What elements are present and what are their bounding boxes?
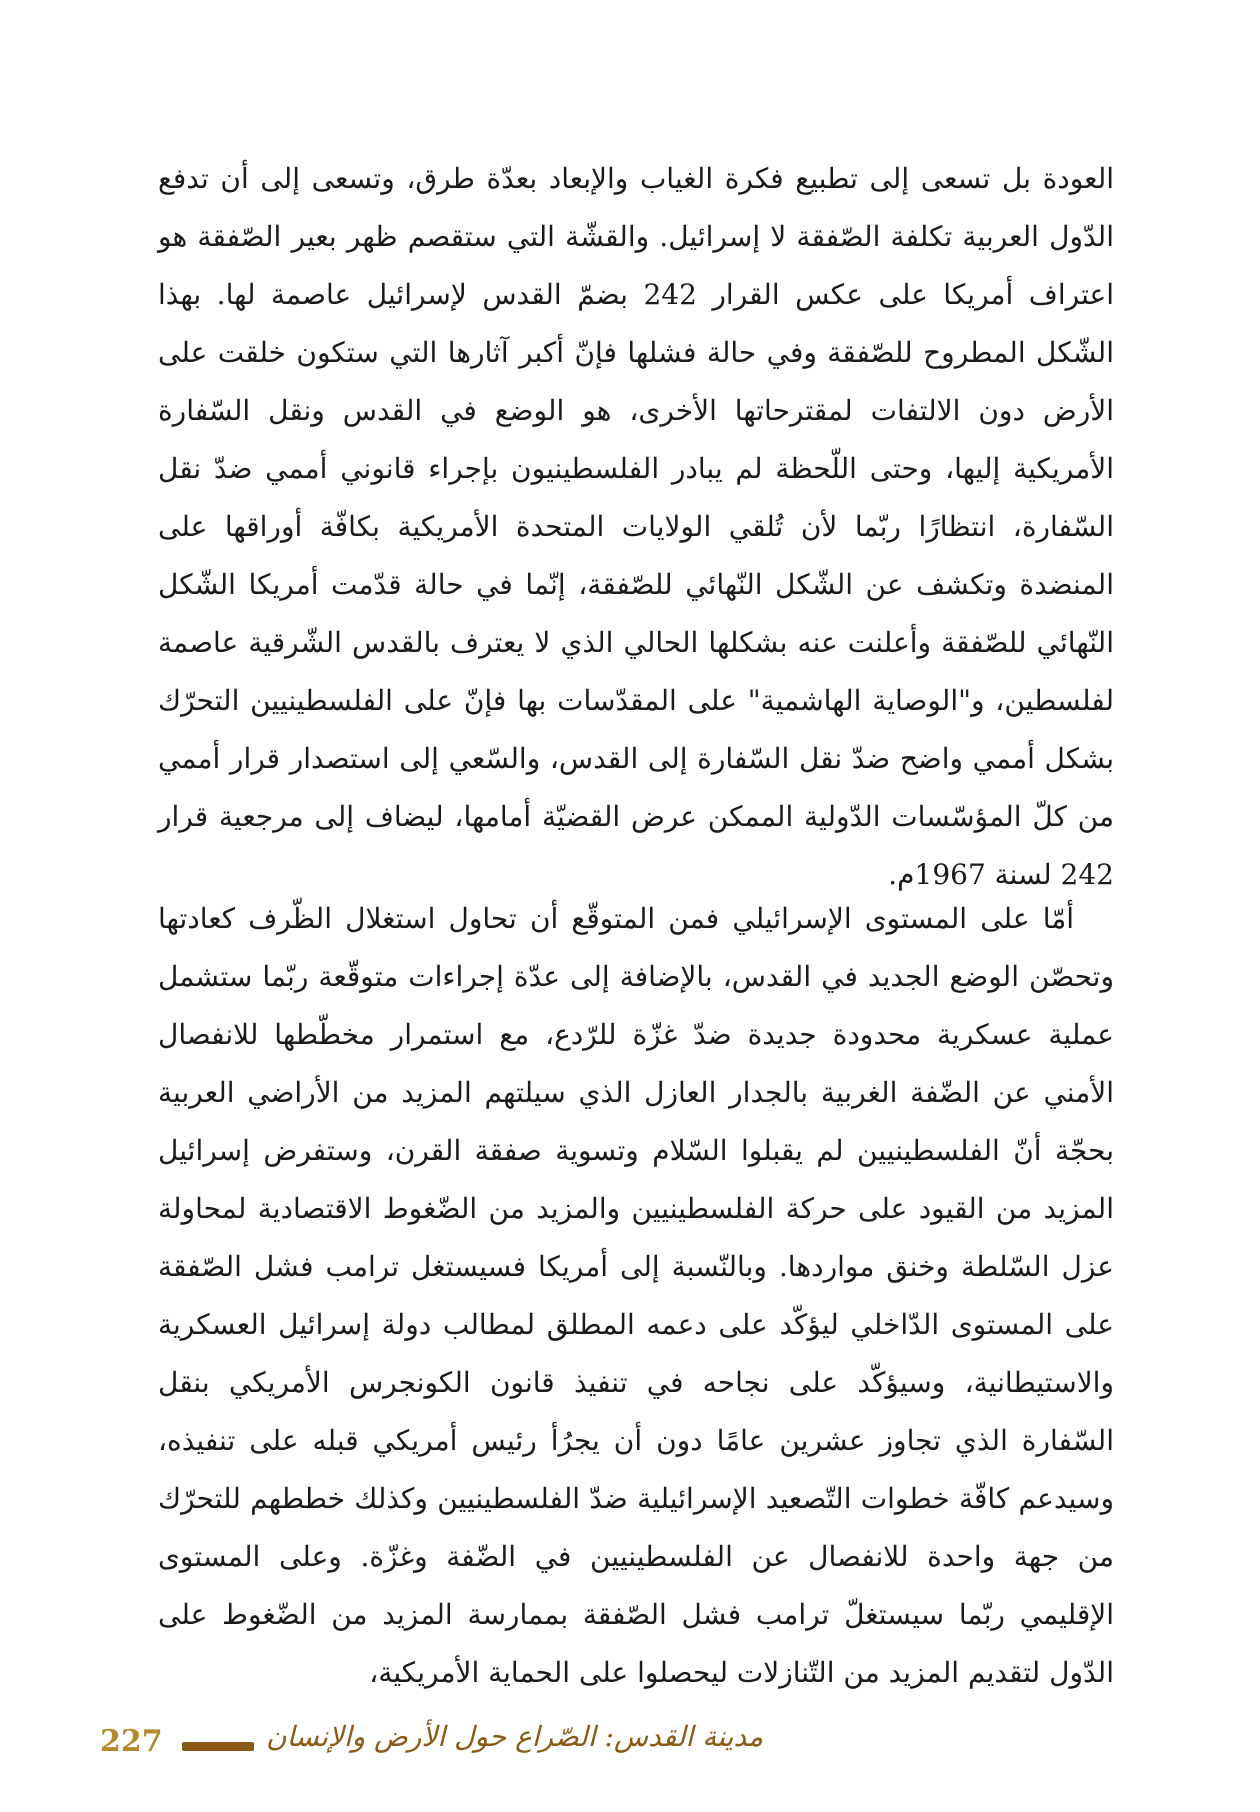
footer-divider-bar: [182, 1742, 254, 1751]
paragraph-2: أمّا على المستوى الإسرائيلي فمن المتوقّع أن تحاول استغلال الظّرف كعادتها وتحصّن الوضع الجديد في القدس، بالإضافة إلى عدّة إجراءات متوقّعة ربّما ستشمل عملية عسكرية محدودة جديدة ضدّ غزّة للرّدع، مع استمرار مخطّطها للانفصال الأمني عن الضّفة الغربية بالجدار العازل الذي سيلتهم المزيد من الأراضي العربية بحجّة أنّ الفلسطينيين لم يقبلوا السّلام وتسوية صفقة القرن، وستفرض إسرائيل المزيد من القيود على حركة الفلسطينيين والمزيد من الضّغوط الاقتصادية لمحاولة عزل السّلطة وخنق مواردها. وبالنّسبة إلى أمريكا فسيستغل ترامب فشل الصّفقة على المستوى الدّاخلي ليؤكّد على دعمه المطلق لمطالب دولة إسرائيل العسكرية والاستيطانية، وسيؤكّد على نجاحه في تنفيذ قانون الكونجرس الأمريكي بنقل السّفارة الذي تجاوز عشرين عامًا دون أن يجرُأ رئيس أمريكي قبله على تنفيذه، وسيدعم كافّة خطوات التّصعيد الإسرائيلية ضدّ الفلسطينيين وكذلك خططهم للتحرّك من جهة واحدة للانفصال عن الفلسطينيين في الضّفة وغزّة. وعلى المستوى الإقليمي ربّما سيستغلّ ترامب فشل الصّفقة بممارسة المزيد من الضّغوط على الدّول لتقديم المزيد من التّنازلات ليحصلوا على الحماية الأمريكية،: [158, 902, 1114, 1689]
running-title: مدينة القدس: الصّراع حول الأرض والإنسان: [266, 1720, 764, 1753]
paragraph-1: العودة بل تسعى إلى تطبيع فكرة الغياب والإبعاد بعدّة طرق، وتسعى إلى أن تدفع الدّول العربية تكلفة الصّفقة لا إسرائيل. والقشّة التي ستقصم ظهر بعير الصّفقة هو اعتراف أمريكا على عكس القرار 242 بضمّ القدس لإسرائيل عاصمة لها. بهذا الشّكل المطروح للصّفقة وفي حالة فشلها فإنّ أكبر آثارها التي ستكون خلقت على الأرض دون الالتفات لمقترحاتها الأخرى، هو الوضع في القدس ونقل السّفارة الأمريكية إليها، وحتى اللّحظة لم يبادر الفلسطينيون بإجراء قانوني أممي ضدّ نقل السّفارة، انتظارًا ربّما لأن تُلقي الولايات المتحدة الأمريكية بكافّة أوراقها على المنضدة وتكشف عن الشّكل النّهائي للصّفقة، إنّما في حالة قدّمت أمريكا الشّكل النّهائي للصّفقة وأعلنت عنه بشكلها الحالي الذي لا يعترف بالقدس الشّرقية عاصمة لفلسطين، و"الوصاية الهاشمية" على المقدّسات بها فإنّ على الفلسطينيين التحرّك بشكل أممي واضح ضدّ نقل السّفارة إلى القدس، والسّعي إلى استصدار قرار أممي من كلّ المؤسّسات الدّولية الممكن عرض القضيّة أمامها، ليضاف إلى مرجعية قرار 242 لسنة 1967م.: [158, 162, 1114, 891]
body-text-block-1: [158, 150, 1114, 904]
body-text-block-2: [158, 890, 1114, 1702]
page-number: 227: [100, 1724, 163, 1759]
page-footer: [100, 1720, 900, 1770]
